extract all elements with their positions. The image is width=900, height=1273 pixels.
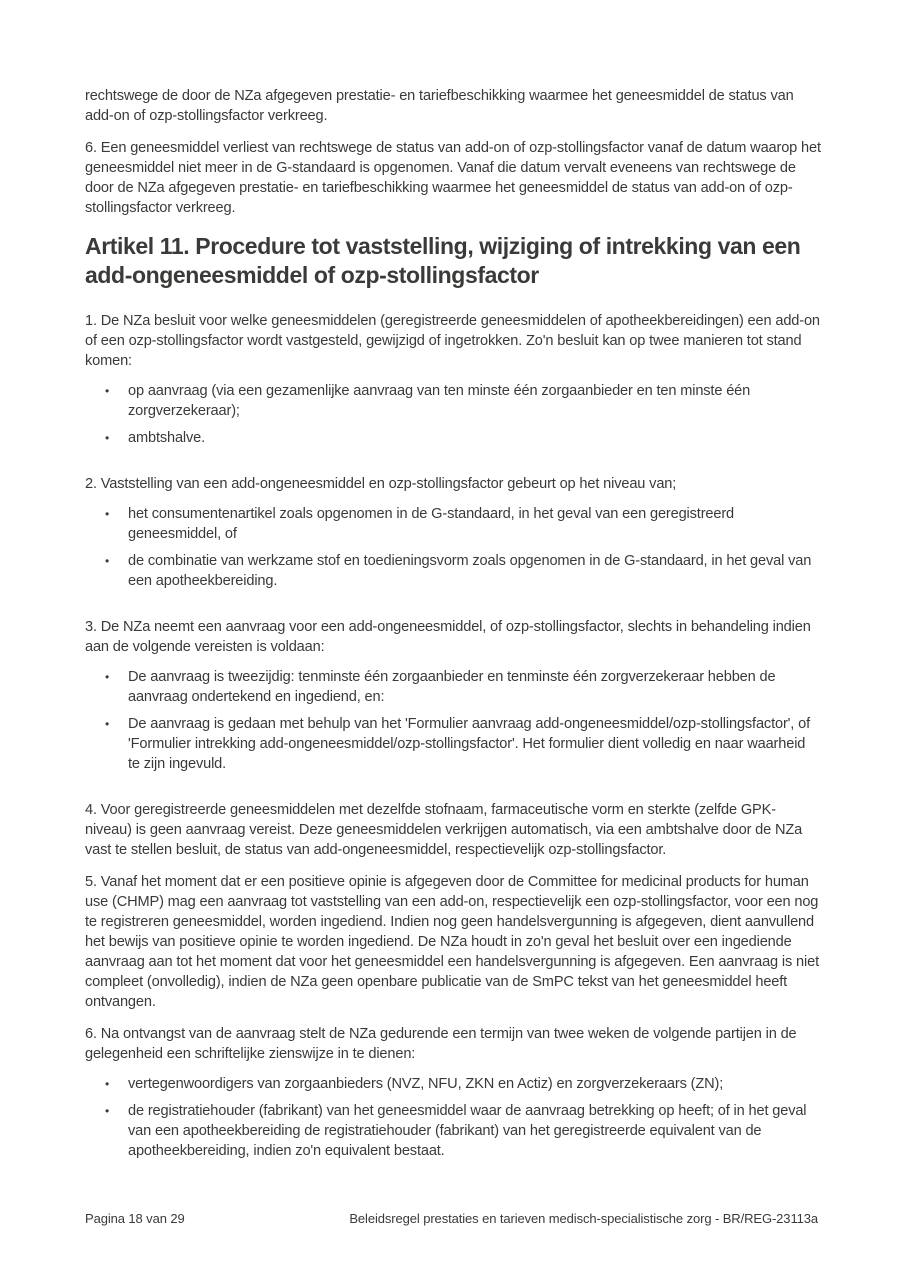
intro-paragraph-clause-6: 6. Een geneesmiddel verliest van rechtswege de status van add-on of ozp-stollingsfactor vanaf de datum waarop het geneesmiddel niet meer in de G-standaard is opgenomen. Vanaf die datum vervalt eveneens van rechtswege de door de NZa afgegeven prestatie- en tariefbeschikking waarmee het geneesmiddel de status van add-on of ozp-stollingsfactor verkreeg. xyxy=(85,140,821,216)
clause-3-bullet-list xyxy=(85,667,821,774)
footer-page-number: Pagina 18 van 29 xyxy=(85,1211,185,1226)
page-footer xyxy=(85,1211,818,1227)
bullet-item: • De aanvraag is tweezijdig: tenminste één zorgaanbieder en tenminste één zorgverzekeraar hebben de aanvraag ondertekend en ingediend, en: xyxy=(105,667,821,707)
clause-5-paragraph: 5. Vanaf het moment dat er een positieve opinie is afgegeven door de Committee for medicinal products for human use (CHMP) mag een aanvraag tot vaststelling van een add-on, respectievelijk een ozp-stollingsfactor, voor een nog te registreren geneesmiddel, worden ingediend. Indien nog geen handelsvergunning is afgegeven, dient aanvullend het bewijs van positieve opinie te worden ingediend. De NZa houdt in zo'n geval het besluit over een ingediende aanvraag aan tot het moment dat voor het geneesmiddel een handelsvergunning is afgegeven. Een aanvraag is niet compleet (onvolledig), indien de NZa geen openbare publicatie van de SmPC tekst van het geneesmiddel heeft ontvangen. xyxy=(85,874,819,1010)
clause-1-paragraph: 1. De NZa besluit voor welke geneesmiddelen (geregistreerde geneesmiddelen of apotheekbereidingen) een add-on of een ozp-stollingsfactor wordt vastgesteld, gewijzigd of ingetrokken. Zo'n besluit kan op twee manieren tot stand komen: xyxy=(85,313,820,369)
clause-2-bullet-list xyxy=(85,504,821,591)
bullet-item: • de combinatie van werkzame stof en toedieningsvorm zoals opgenomen in de G-standaard, in het geval van een apotheekbereiding. xyxy=(105,551,821,591)
bullet-item: • vertegenwoordigers van zorgaanbieders (NVZ, NFU, ZKN en Actiz) en zorgverzekeraars (ZN); xyxy=(105,1074,821,1094)
bullet-item: • De aanvraag is gedaan met behulp van het 'Formulier aanvraag add-ongeneesmiddel/ozp-stollingsfactor', of 'Formulier intrekking add-ongeneesmiddel/ozp-stollingsfactor'. Het formulier dient volledig en naar waarheid te zijn ingevuld. xyxy=(105,714,821,774)
article-11-heading: Artikel 11. Procedure tot vaststelling, wijziging of intrekking van een add-ongeneesmiddel of ozp-stollingsfactor xyxy=(85,233,801,288)
clause-1-bullet-list xyxy=(85,381,821,448)
footer-document-reference: Beleidsregel prestaties en tarieven medisch-specialistische zorg - BR/REG-23113a xyxy=(349,1211,818,1226)
clause-6-bullet-list xyxy=(85,1074,821,1161)
bullet-item: • op aanvraag (via een gezamenlijke aanvraag van ten minste één zorgaanbieder en ten minste één zorgverzekeraar); xyxy=(105,381,821,421)
bullet-item: • het consumentenartikel zoals opgenomen in de G-standaard, in het geval van een geregistreerd geneesmiddel, of xyxy=(105,504,821,544)
bullet-item: • ambtshalve. xyxy=(105,428,821,448)
bullet-item: • de registratiehouder (fabrikant) van het geneesmiddel waar de aanvraag betrekking op heeft; of in het geval van een apotheekbereiding de registratiehouder (fabrikant) van het geregistreerde equivalent van de apotheekbereiding, indien zo'n equivalent bestaat. xyxy=(105,1101,821,1161)
clause-6-paragraph: 6. Na ontvangst van de aanvraag stelt de NZa gedurende een termijn van twee weken de volgende partijen in de gelegenheid een schriftelijke zienswijze in te dienen: xyxy=(85,1026,797,1062)
clause-3-paragraph: 3. De NZa neemt een aanvraag voor een add-ongeneesmiddel, of ozp-stollingsfactor, slechts in behandeling indien aan de volgende vereisten is voldaan: xyxy=(85,619,811,655)
document-content xyxy=(85,86,821,1187)
clause-2-paragraph: 2. Vaststelling van een add-ongeneesmiddel en ozp-stollingsfactor gebeurt op het niveau van; xyxy=(85,476,677,492)
intro-paragraph-continuation: rechtswege de door de NZa afgegeven prestatie- en tariefbeschikking waarmee het geneesmiddel de status van add-on of ozp-stollingsfactor verkreeg. xyxy=(85,88,794,124)
clause-4-paragraph: 4. Voor geregistreerde geneesmiddelen met dezelfde stofnaam, farmaceutische vorm en sterkte (zelfde GPK-niveau) is geen aanvraag vereist. Deze geneesmiddelen verkrijgen automatisch, via een ambtshalve door de NZa vast te stellen besluit, de status van add-ongeneesmiddel, respectievelijk ozp-stollingsfactor. xyxy=(85,802,803,858)
